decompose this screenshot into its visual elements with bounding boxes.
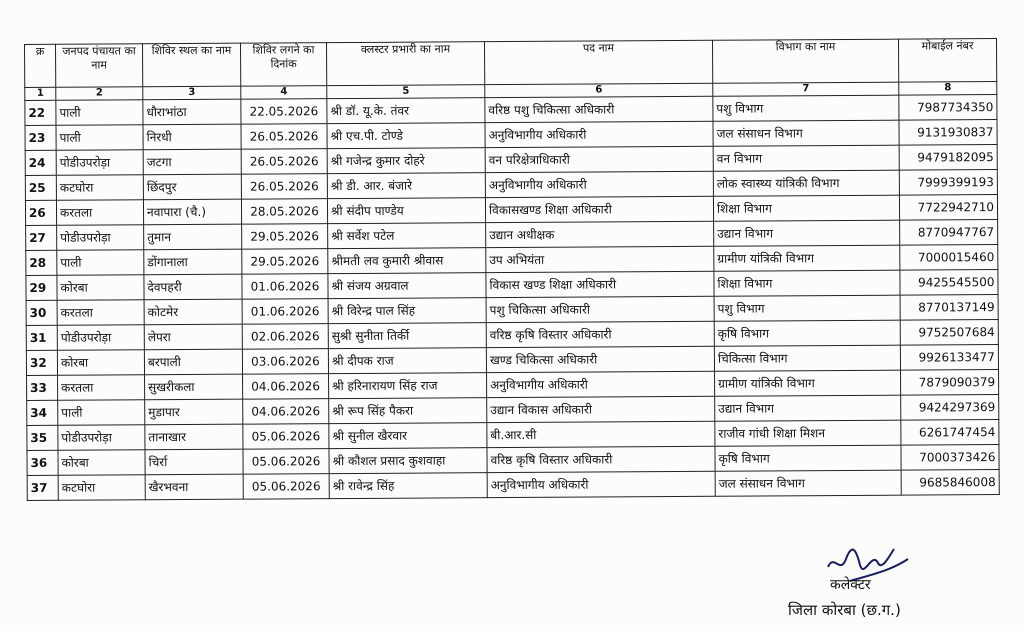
- camp-site-cell: कोटमेर: [144, 299, 242, 325]
- camp-site-cell: खैरभवना: [145, 474, 243, 500]
- date-cell: 03.06.2026: [242, 349, 328, 375]
- serial-cell: 34: [27, 400, 58, 425]
- janpad-cell: कोरबा: [57, 275, 144, 301]
- department-cell: चिकित्सा विभाग: [714, 345, 900, 371]
- column-header: क्र: [25, 44, 56, 87]
- column-header: पद नाम: [484, 40, 712, 84]
- date-cell: 04.06.2026: [243, 399, 329, 425]
- column-header: शिविर लगने का दिनांक: [240, 43, 326, 87]
- janpad-cell: पाली: [56, 100, 143, 126]
- department-cell: कृषि विभाग: [714, 320, 900, 346]
- camp-site-cell: छिंदपुर: [143, 174, 241, 200]
- date-cell: 01.06.2026: [242, 299, 328, 325]
- mobile-cell: 7000015460: [900, 245, 998, 271]
- column-number: 4: [241, 86, 327, 100]
- incharge-cell: श्री एच.पी. टोण्डे: [327, 123, 485, 149]
- designation-cell: विकास खण्ड शिक्षा अधिकारी: [486, 271, 714, 297]
- mobile-cell: 9425545500: [900, 270, 998, 296]
- serial-cell: 31: [26, 325, 57, 350]
- mobile-cell: 6261747454: [901, 420, 999, 446]
- signatory-title: कलेक्टर: [830, 577, 871, 593]
- incharge-cell: श्री रूप सिंह पैकरा: [329, 398, 487, 424]
- department-cell: वन विभाग: [713, 145, 899, 171]
- column-number: 7: [713, 82, 899, 96]
- mobile-cell: 7987734350: [899, 95, 997, 121]
- department-cell: पशु विभाग: [714, 295, 900, 321]
- designation-cell: खण्ड चिकित्सा अधिकारी: [486, 346, 714, 372]
- date-cell: 04.06.2026: [243, 374, 329, 400]
- department-cell: राजीव गांधी शिक्षा मिशन: [715, 420, 901, 446]
- mobile-cell: 7722942710: [899, 195, 997, 221]
- serial-cell: 33: [27, 375, 58, 400]
- camp-site-cell: चिर्रा: [145, 449, 243, 475]
- janpad-cell: पोडीउपरोड़ा: [58, 425, 145, 451]
- department-cell: ग्रामीण यांत्रिकी विभाग: [715, 370, 901, 396]
- serial-cell: 24: [25, 150, 56, 175]
- serial-cell: 36: [27, 450, 58, 475]
- janpad-cell: कोरबा: [57, 350, 144, 376]
- department-cell: पशु विभाग: [713, 95, 899, 121]
- column-header: शिविर स्थल का नाम: [143, 43, 241, 87]
- mobile-cell: 9479182095: [899, 145, 997, 171]
- incharge-cell: श्री डी. आर. बंजारे: [327, 173, 485, 199]
- janpad-cell: कोरबा: [58, 450, 145, 476]
- column-number: 6: [485, 83, 713, 97]
- table-body: [25, 95, 999, 501]
- column-number: 3: [143, 86, 241, 100]
- column-number: 1: [25, 87, 56, 100]
- incharge-cell: श्री डॉ. यू.के. तंवर: [327, 98, 485, 124]
- date-cell: 28.05.2026: [241, 199, 327, 225]
- date-cell: 05.06.2026: [243, 474, 329, 500]
- designation-cell: विकासखण्ड शिक्षा अधिकारी: [485, 196, 713, 222]
- camp-site-cell: जटगा: [143, 149, 241, 175]
- column-header: विभाग का नाम: [712, 39, 898, 83]
- date-cell: 02.06.2026: [242, 324, 328, 350]
- incharge-cell: श्री सर्वेश पटेल: [328, 223, 486, 249]
- designation-cell: अनुविभागीय अधिकारी: [485, 171, 713, 197]
- column-number: 2: [56, 87, 143, 101]
- mobile-cell: 9424297369: [901, 395, 999, 421]
- department-cell: शिक्षा विभाग: [713, 195, 899, 221]
- serial-cell: 23: [25, 125, 56, 150]
- camp-site-cell: निरधी: [143, 124, 241, 150]
- serial-cell: 27: [26, 225, 57, 250]
- department-cell: जल संसाधन विभाग: [715, 470, 901, 496]
- incharge-cell: श्री रावेन्द्र सिंह: [329, 473, 487, 499]
- column-header: क्लस्टर प्रभारी का नाम: [326, 42, 484, 86]
- incharge-cell: श्री विरेन्द्र पाल सिंह: [328, 298, 486, 324]
- designation-cell: बी.आर.सी: [487, 421, 715, 447]
- designation-cell: अनुविभागीय अधिकारी: [487, 371, 715, 397]
- camp-schedule-table: [24, 38, 1000, 501]
- camp-site-cell: सुखरीकला: [145, 374, 243, 400]
- camp-site-cell: नवापारा (चै.): [143, 199, 241, 225]
- camp-site-cell: मुडापार: [145, 399, 243, 425]
- designation-cell: वरिष्ठ पशु चिकित्सा अधिकारी: [485, 96, 713, 122]
- janpad-cell: पोडीउपरोड़ा: [57, 325, 144, 351]
- document-sheet: [24, 38, 999, 501]
- column-header: जनपद पंचायत का नाम: [56, 44, 143, 88]
- camp-site-cell: लेपरा: [144, 324, 242, 350]
- signature-block: [780, 545, 980, 629]
- date-cell: 01.06.2026: [242, 274, 328, 300]
- designation-cell: वरिष्ठ कृषि विस्तार अधिकारी: [487, 446, 715, 472]
- date-cell: 26.05.2026: [241, 124, 327, 150]
- designation-cell: वरिष्ठ कृषि विस्तार अधिकारी: [486, 321, 714, 347]
- camp-site-cell: बरपाली: [144, 349, 242, 375]
- department-cell: लोक स्वास्थ्य यांत्रिकी विभाग: [713, 170, 899, 196]
- janpad-cell: करतला: [57, 300, 144, 326]
- department-cell: उद्यान विभाग: [714, 220, 900, 246]
- date-cell: 05.06.2026: [243, 424, 329, 450]
- designation-cell: उद्यान विकास अधिकारी: [487, 396, 715, 422]
- camp-site-cell: देवपहरी: [144, 274, 242, 300]
- mobile-cell: 9685846008: [901, 470, 999, 496]
- incharge-cell: सुश्री सुनीता तिर्की: [328, 323, 486, 349]
- serial-cell: 26: [25, 200, 56, 225]
- serial-cell: 25: [25, 175, 56, 200]
- column-number: 8: [899, 82, 997, 96]
- mobile-cell: 7879090379: [901, 370, 999, 396]
- camp-site-cell: तानाखार: [145, 424, 243, 450]
- mobile-cell: 9926133477: [900, 345, 998, 371]
- serial-cell: 30: [26, 300, 57, 325]
- camp-site-cell: तुमान: [144, 224, 242, 250]
- designation-cell: वन परिक्षेत्राधिकारी: [485, 146, 713, 172]
- signatory-office: जिला कोरबा (छ.ग.): [788, 601, 901, 619]
- mobile-cell: 7999399193: [899, 170, 997, 196]
- table-row: [27, 470, 999, 501]
- designation-cell: पशु चिकित्सा अधिकारी: [486, 296, 714, 322]
- column-number: 5: [327, 85, 485, 99]
- date-cell: 29.05.2026: [242, 224, 328, 250]
- department-cell: ग्रामीण यांत्रिकी विभाग: [714, 245, 900, 271]
- janpad-cell: करतला: [56, 200, 143, 226]
- mobile-cell: 8770137149: [900, 295, 998, 321]
- column-header: मोबाईल नंबर: [898, 39, 996, 83]
- incharge-cell: श्री सुनील खैरवार: [329, 423, 487, 449]
- serial-cell: 37: [27, 475, 58, 500]
- serial-cell: 35: [27, 425, 58, 450]
- designation-cell: उद्यान अधीक्षक: [486, 221, 714, 247]
- designation-cell: अनुविभागीय अधिकारी: [487, 471, 715, 497]
- date-cell: 29.05.2026: [242, 249, 328, 275]
- incharge-cell: श्री संदीप पाण्डेय: [327, 198, 485, 224]
- department-cell: शिक्षा विभाग: [714, 270, 900, 296]
- designation-cell: उप अभियंता: [486, 246, 714, 272]
- janpad-cell: कटघोरा: [58, 475, 145, 501]
- incharge-cell: श्री हरिनारायण सिंह राज: [329, 373, 487, 399]
- janpad-cell: पोडीउपरोड़ा: [57, 225, 144, 251]
- serial-cell: 28: [26, 250, 57, 275]
- designation-cell: अनुविभागीय अधिकारी: [485, 121, 713, 147]
- date-cell: 26.05.2026: [241, 149, 327, 175]
- date-cell: 22.05.2026: [241, 99, 327, 125]
- mobile-cell: 9131930837: [899, 120, 997, 146]
- department-cell: कृषि विभाग: [715, 445, 901, 471]
- mobile-cell: 7000373426: [901, 445, 999, 471]
- incharge-cell: श्री संजय अग्रवाल: [328, 273, 486, 299]
- serial-cell: 22: [25, 100, 56, 125]
- department-cell: उद्यान विभाग: [715, 395, 901, 421]
- janpad-cell: पोडीउपरोड़ा: [56, 150, 143, 176]
- date-cell: 05.06.2026: [243, 449, 329, 475]
- incharge-cell: श्री कौशल प्रसाद कुशवाहा: [329, 448, 487, 474]
- camp-site-cell: धौराभांठा: [143, 99, 241, 125]
- serial-cell: 32: [26, 350, 57, 375]
- serial-cell: 29: [26, 275, 57, 300]
- date-cell: 26.05.2026: [241, 174, 327, 200]
- incharge-cell: श्री दीपक राज: [328, 348, 486, 374]
- department-cell: जल संसाधन विभाग: [713, 120, 899, 146]
- header-row: [25, 39, 997, 88]
- mobile-cell: 9752507684: [900, 320, 998, 346]
- janpad-cell: करतला: [58, 375, 145, 401]
- incharge-cell: श्रीमती लव कुमारी श्रीवास: [328, 248, 486, 274]
- mobile-cell: 8770947767: [900, 220, 998, 246]
- janpad-cell: पाली: [56, 125, 143, 151]
- janpad-cell: पाली: [58, 400, 145, 426]
- camp-site-cell: डोंगानाला: [144, 249, 242, 275]
- janpad-cell: पाली: [57, 250, 144, 276]
- janpad-cell: कटघोरा: [56, 175, 143, 201]
- incharge-cell: श्री गजेन्द्र कुमार दोहरे: [327, 148, 485, 174]
